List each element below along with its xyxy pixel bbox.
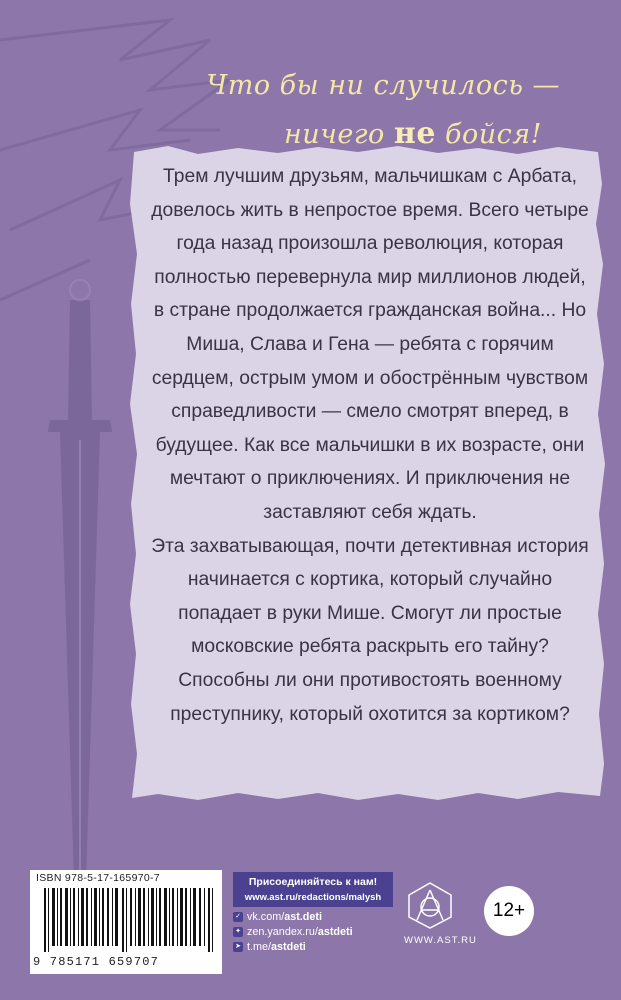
social-prefix: t.me/ bbox=[247, 941, 271, 953]
social-handle: astdeti bbox=[271, 941, 306, 953]
age-rating-badge: 12+ bbox=[484, 886, 534, 936]
vk-icon: ✓ bbox=[233, 912, 243, 922]
join-url[interactable]: www.ast.ru/redactions/malysh bbox=[244, 892, 382, 903]
zen-icon: ✦ bbox=[233, 927, 243, 937]
telegram-icon: ➤ bbox=[233, 942, 243, 952]
isbn-text: ISBN 978-5-17-165970-7 bbox=[36, 872, 160, 884]
social-link-vk[interactable] bbox=[233, 911, 322, 923]
barcode-digits: 9 785171 659707 bbox=[33, 955, 160, 969]
social-prefix: zen.yandex.ru/ bbox=[247, 926, 318, 938]
social-prefix: vk.com/ bbox=[247, 911, 285, 923]
social-link-zen[interactable] bbox=[233, 926, 353, 938]
tagline-before: ничего bbox=[283, 119, 394, 150]
description-paragraph: Трем лучшим друзьям, мальчишкам с Арбата, довелось жить в непростое время. Всего четыре года назад произошла революция, которая полностью перевернула мир миллионов людей, в стране продолжается гражданская война... Но Миша, Слава и Гена — ребята с горячим сердцем, острым умом и обострённым чувством справедливости — смело смотрят вперед, в будущее. Как все мальчишки в их возрасте, они мечтают о приключениях. И приключения не заставляют себя ждать. bbox=[151, 166, 589, 523]
join-us-banner[interactable] bbox=[233, 872, 393, 907]
description-paragraph: Эта захватывающая, почти детективная история начинается с кортика, который случайно попадает в руки Мише. Смогут ли простые московские ребята раскрыть его тайну? Способны ли они противостоять военному преступнику, который охотится за кортиком? bbox=[151, 535, 589, 725]
tagline-emphasis: не bbox=[393, 116, 436, 151]
ast-logo-icon bbox=[405, 880, 455, 930]
social-handle: ast.deti bbox=[284, 911, 323, 923]
join-title: Присоединяйтесь к нам! bbox=[248, 876, 378, 888]
tagline-line-1: Что бы ни случилось — bbox=[206, 70, 560, 101]
social-handle: astdeti bbox=[317, 926, 353, 938]
tagline-after: бойся! bbox=[435, 119, 542, 150]
publisher-url[interactable]: WWW.AST.RU bbox=[404, 935, 477, 946]
barcode-bars bbox=[44, 888, 216, 952]
social-link-telegram[interactable] bbox=[233, 941, 306, 953]
book-description bbox=[150, 160, 590, 731]
